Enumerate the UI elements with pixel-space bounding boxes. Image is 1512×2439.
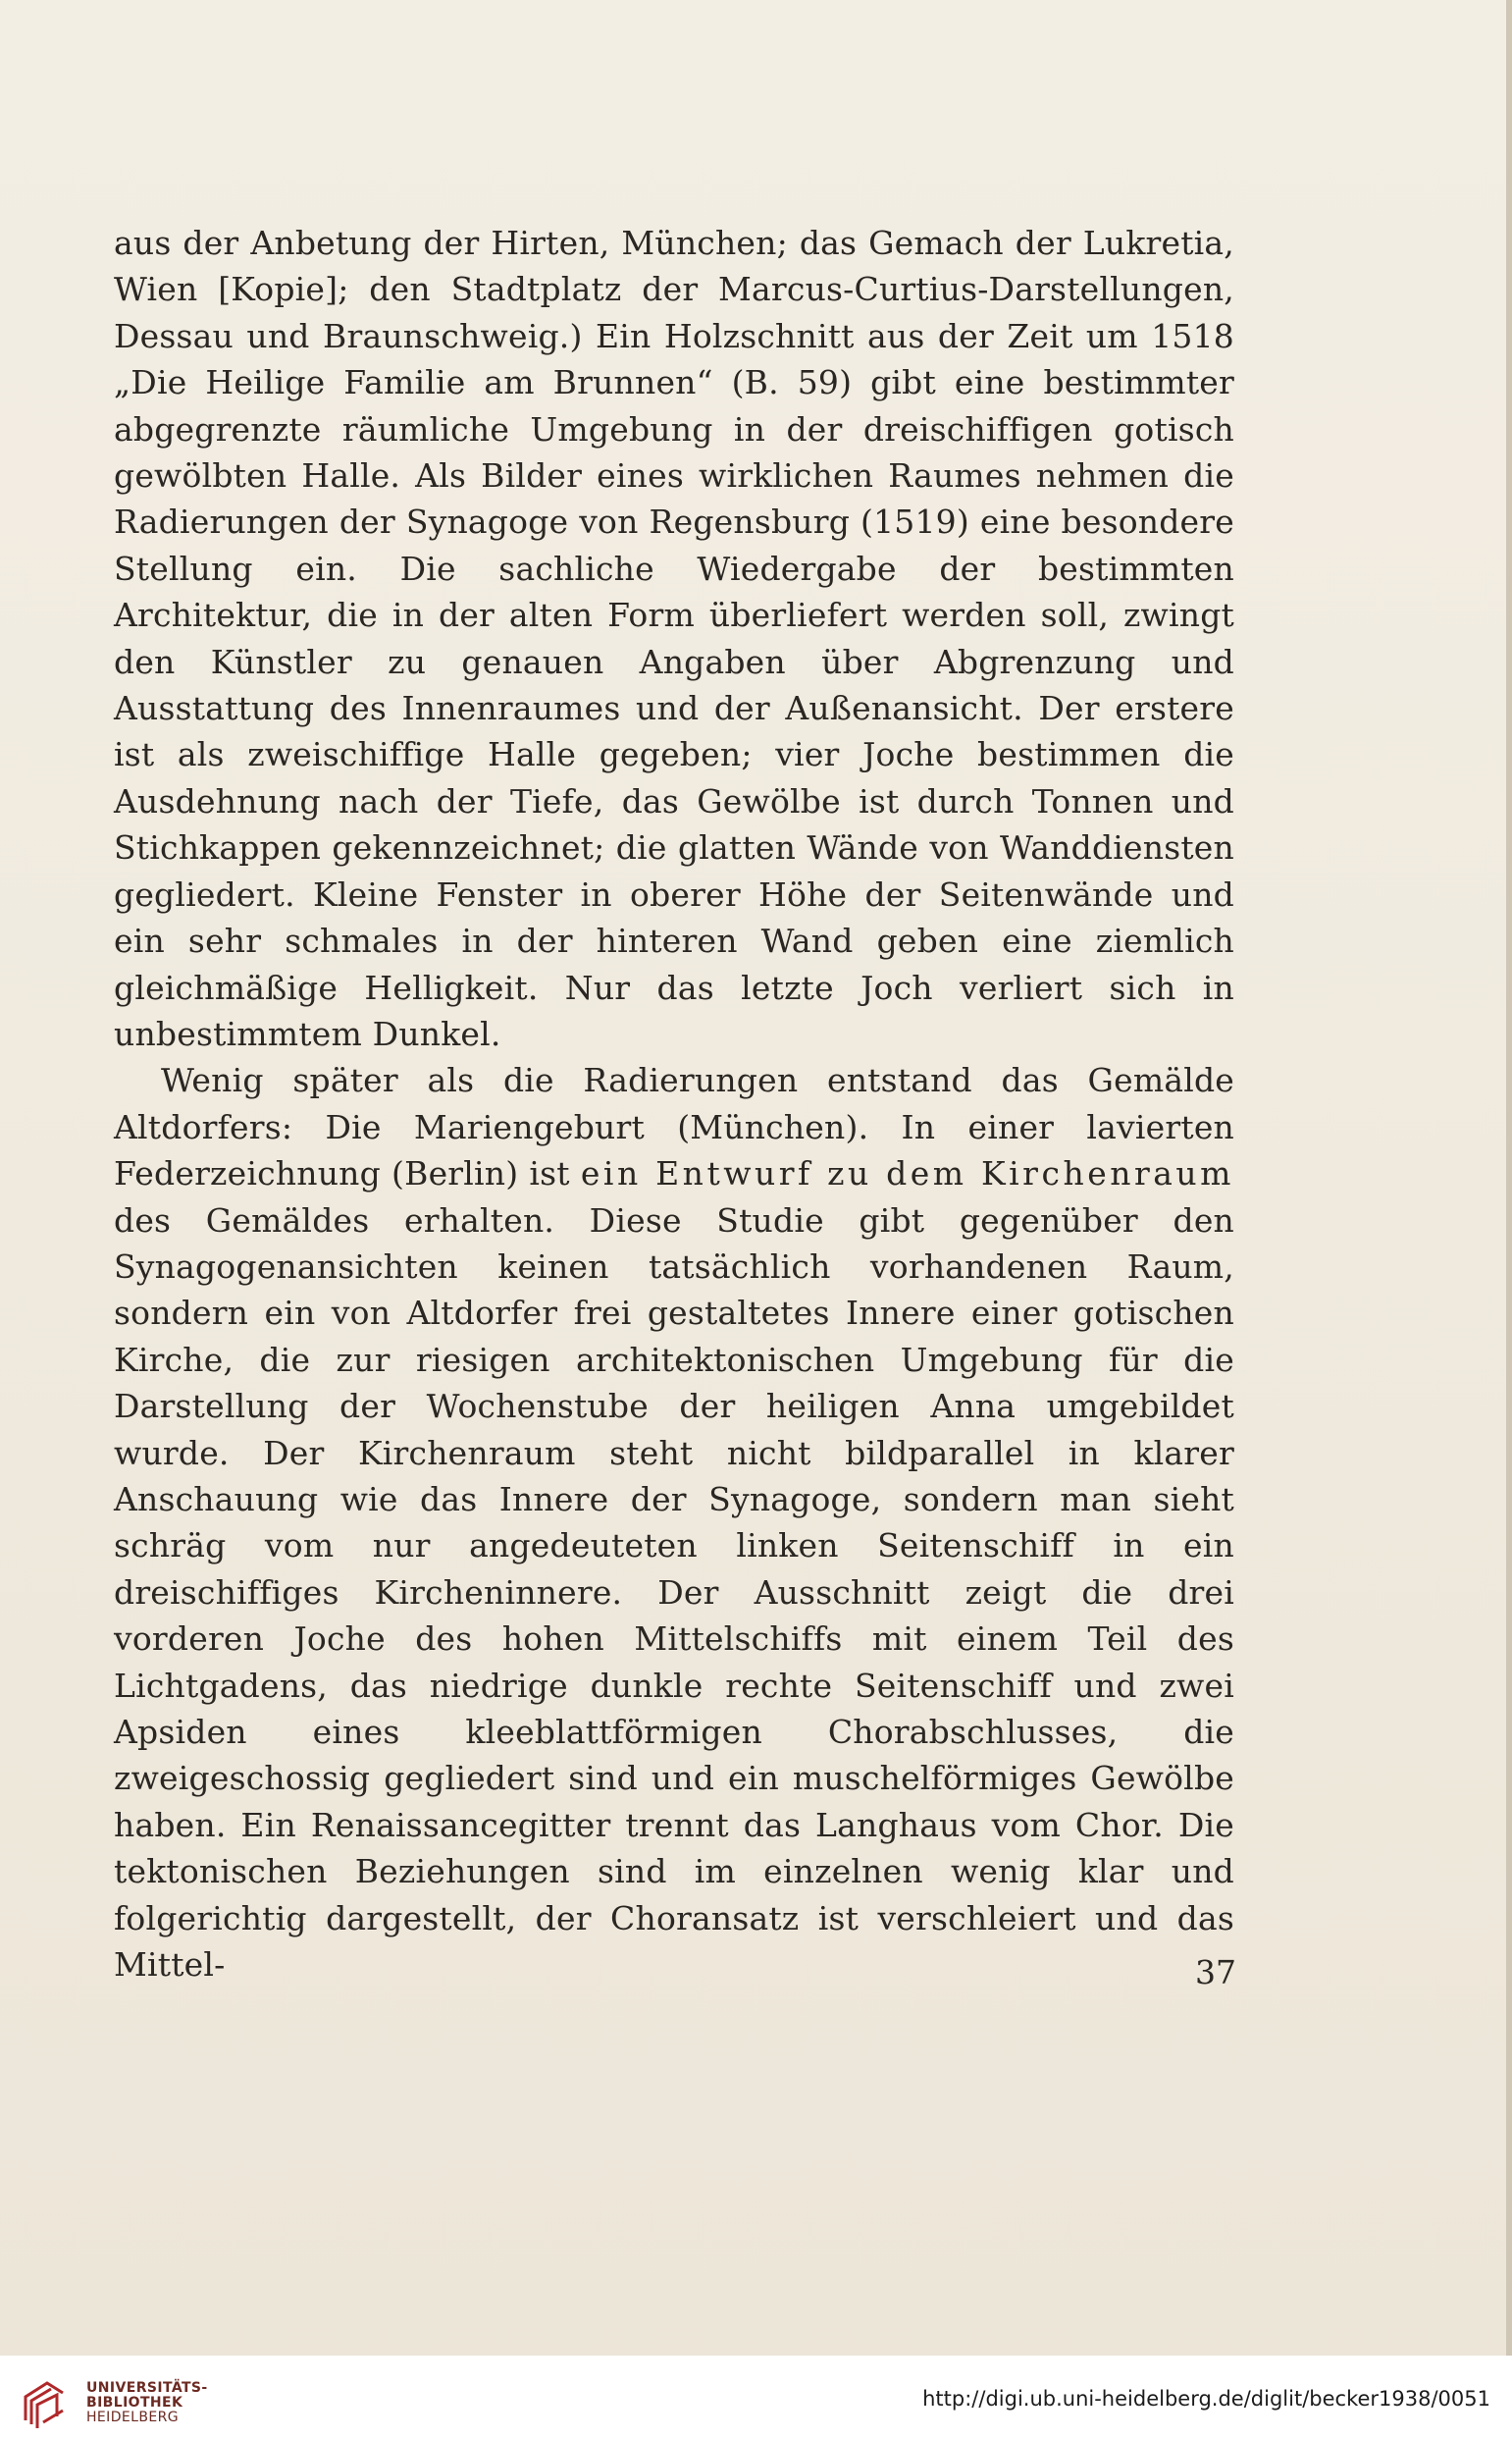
- paragraph-2: [114, 1057, 1234, 1988]
- body-text: [114, 220, 1234, 1988]
- paragraph-1: [114, 220, 1234, 1057]
- spaced-emphasis: ein Entwurf zu dem Kirchenraum: [580, 1154, 1234, 1193]
- paragraph-2-text-start: Wenig später als die Radierungen entstand das Gemälde Altdorfers: Die Mariengeburt (München). In einer lavierten Federzeichnung (Berlin) ist: [114, 1061, 1234, 1193]
- university-library-logo-icon: [18, 2377, 71, 2430]
- library-name: [86, 2381, 208, 2425]
- paragraph-1-text: aus der Anbetung der Hirten, München; das Gemach der Lukretia, Wien [Kopie]; den Stadtplatz der Marcus-Curtius-Darstellungen, Dessau und Braunschweig.) Ein Holzschnitt aus der Zeit um 1518 „Die Heilige Familie am Brunnen“ (B. 59) gibt eine bestimmter abgegrenzte räumliche Umgebung in der dreischiffigen gotisch gewölbten Halle. Als Bilder eines wirklichen Raumes nehmen die Radierungen der Synagoge von Regensburg (1519) eine besondere Stellung ein. Die sachliche Wiedergabe der bestimmten Architektur, die in der alten Form überliefert werden soll, zwingt den Künstler zu genauen Angaben über Abgrenzung und Ausstattung des Innenraumes und der Außenansicht. Der erstere ist als zweischiffige Halle gegeben; vier Joche bestimmen die Ausdehnung nach der Tiefe, das Gewölbe ist durch Tonnen und Stichkappen gekennzeichnet; die glatten Wände von Wanddiensten gegliedert. Kleine Fenster in oberer Höhe der Seitenwände und ein sehr schmales in der hinteren Wand geben eine ziemlich gleichmäßige Helligkeit. Nur das letzte Joch verliert sich in unbestimmtem Dunkel.: [114, 224, 1234, 1053]
- paragraph-2-text-end: des Gemäldes erhalten. Diese Studie gibt gegenüber den Synagogenansichten keinen tatsächlich vorhandenen Raum, sondern ein von Altdorfer frei gestaltetes Innere einer gotischen Kirche, die zur riesigen architektonischen Umgebung für die Darstellung der Wochenstube der heiligen Anna umgebildet wurde. Der Kirchenraum steht nicht bildparallel in klarer Anschauung wie das Innere der Synagoge, sondern man sieht schräg vom nur angedeuteten linken Seitenschiff in ein dreischiffiges Kircheninnere. Der Ausschnitt zeigt die drei vorderen Joche des hohen Mittelschiffs mit einem Teil des Lichtgadens, das niedrige dunkle rechte Seitenschiff und zwei Apsiden eines kleeblattförmigen Chorabschlusses, die zweigeschossig gegliedert sind und ein muschelförmiges Gewölbe haben. Ein Renaissancegitter trennt das Langhaus vom Chor. Die tektonischen Beziehungen sind im einzelnen wenig klar und folgerichtig dargestellt, der Choransatz ist verschleiert und das Mittel-: [114, 1200, 1234, 1985]
- library-name-line-3: HEIDELBERG: [86, 2410, 179, 2425]
- library-name-line-1: UNIVERSITÄTS-: [86, 2380, 208, 2396]
- page-number: 37: [1195, 1953, 1236, 1991]
- page-edge: [1506, 0, 1512, 2365]
- source-url-link[interactable]: http://digi.ub.uni-heidelberg.de/diglit/becker1938/0051: [922, 2387, 1490, 2411]
- library-name-line-2: BIBLIOTHEK: [86, 2395, 183, 2411]
